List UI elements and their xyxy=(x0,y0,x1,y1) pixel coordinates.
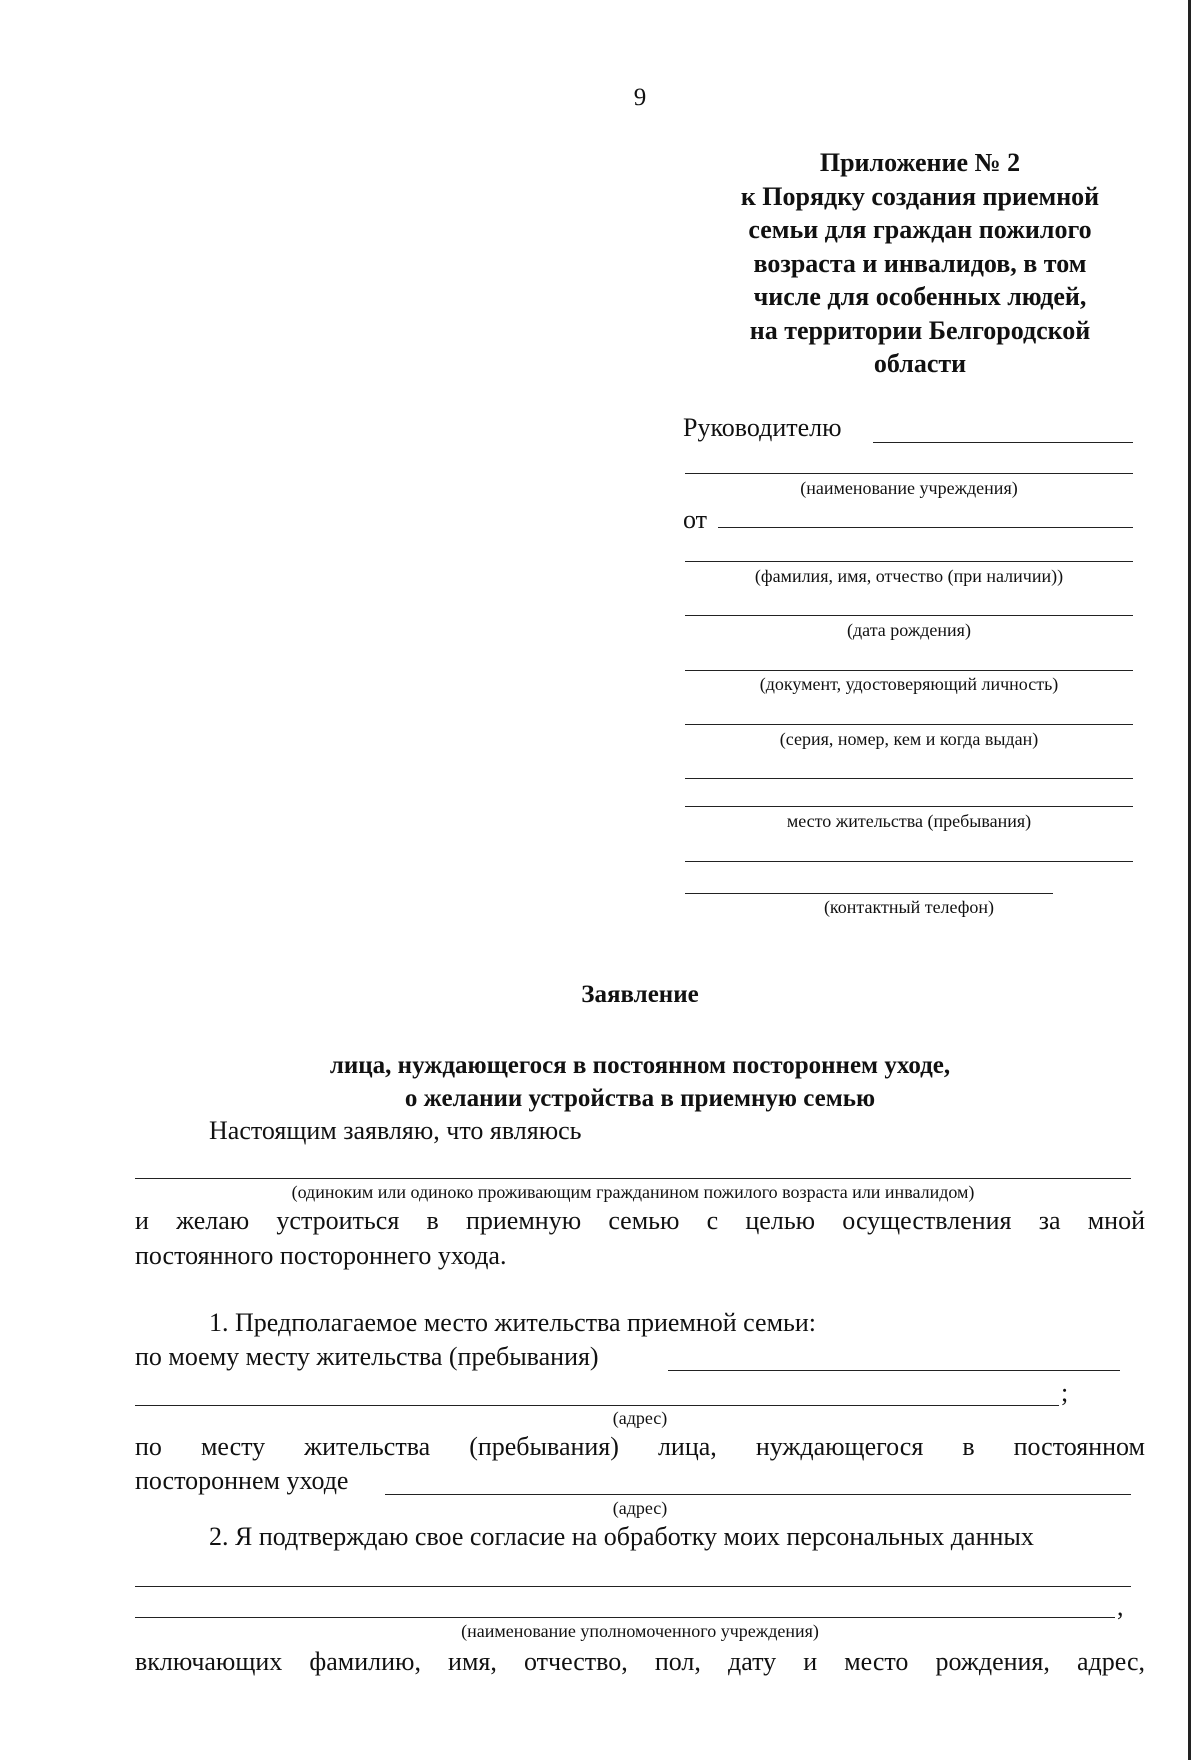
id-document-caption: (документ, удостоверяющий личность) xyxy=(759,674,1059,694)
institution-field[interactable] xyxy=(685,473,1133,474)
phone-field-1[interactable] xyxy=(685,861,1133,862)
residence-caption: место жительства (пребывания) xyxy=(786,811,1032,831)
authorized-field-2[interactable] xyxy=(135,1617,1115,1618)
from-field[interactable] xyxy=(718,527,1133,528)
own-residence-field[interactable] xyxy=(668,1370,1120,1371)
item1-option2-line1: по месту жительства (пребывания) лица, нуждающегося в постоянном xyxy=(135,1432,1145,1461)
phone-field-2[interactable] xyxy=(685,893,1053,894)
status-field[interactable] xyxy=(135,1178,1131,1179)
series-number-caption: (серия, номер, кем и когда выдан) xyxy=(779,729,1039,749)
series-number-field[interactable] xyxy=(685,724,1133,725)
scan-edge xyxy=(1188,0,1191,1760)
semicolon: ; xyxy=(1061,1378,1069,1407)
phone-caption: (контактный телефон) xyxy=(823,897,995,917)
page-number: 9 xyxy=(633,84,647,111)
from-label: от xyxy=(683,505,708,534)
address-caption-2: (адрес) xyxy=(612,1498,668,1518)
statement-title: Заявление xyxy=(581,981,699,1008)
address-caption-1: (адрес) xyxy=(612,1408,668,1428)
appendix-header: Приложение № 2 к Порядку создания приемной семьи для граждан пожилого возраста и инвалидов, в том числе для особенных людей, на территории Белгородской области xyxy=(740,148,1100,378)
intro-text: Настоящим заявляю, что являюсь xyxy=(209,1116,582,1145)
item2-line-last: включающих фамилию, имя, отчество, пол, дату и место рождения, адрес, xyxy=(135,1647,1145,1676)
addressee-field[interactable] xyxy=(873,442,1133,443)
recipient-address-field[interactable] xyxy=(385,1494,1131,1495)
item1-heading: 1. Предполагаемое место жительства приемной семьи: xyxy=(209,1308,817,1337)
institution-caption: (наименование учреждения) xyxy=(800,478,1018,498)
comma: , xyxy=(1117,1592,1124,1621)
own-address-field[interactable] xyxy=(135,1405,1059,1406)
wish-line-2: постоянного постороннего ухода. xyxy=(135,1241,507,1270)
birth-date-field[interactable] xyxy=(685,615,1133,616)
item2-line1: 2. Я подтверждаю свое согласие на обработку моих персональных данных xyxy=(209,1522,1034,1551)
authorized-caption: (наименование уполномоченного учреждения) xyxy=(461,1621,819,1641)
statement-subtitle: лица, нуждающегося в постоянном постороннем уходе, о желании устройства в приемную семью xyxy=(329,1052,951,1112)
id-document-field[interactable] xyxy=(685,670,1133,671)
item1-option1: по моему месту жительства (пребывания) xyxy=(135,1342,599,1371)
addressee-label: Руководителю xyxy=(683,413,842,442)
item1-option2-line2: постороннем уходе xyxy=(135,1466,349,1495)
status-caption: (одиноким или одиноко проживающим гражданином пожилого возраста или инвалидом) xyxy=(291,1182,975,1202)
authorized-field-1[interactable] xyxy=(135,1586,1131,1587)
residence-field-1[interactable] xyxy=(685,778,1133,779)
full-name-caption: (фамилия, имя, отчество (при наличии)) xyxy=(754,566,1064,586)
full-name-field[interactable] xyxy=(685,561,1133,562)
wish-line-1: и желаю устроиться в приемную семью с целью осуществления за мной xyxy=(135,1206,1145,1235)
birth-date-caption: (дата рождения) xyxy=(847,620,971,640)
residence-field-2[interactable] xyxy=(685,806,1133,807)
